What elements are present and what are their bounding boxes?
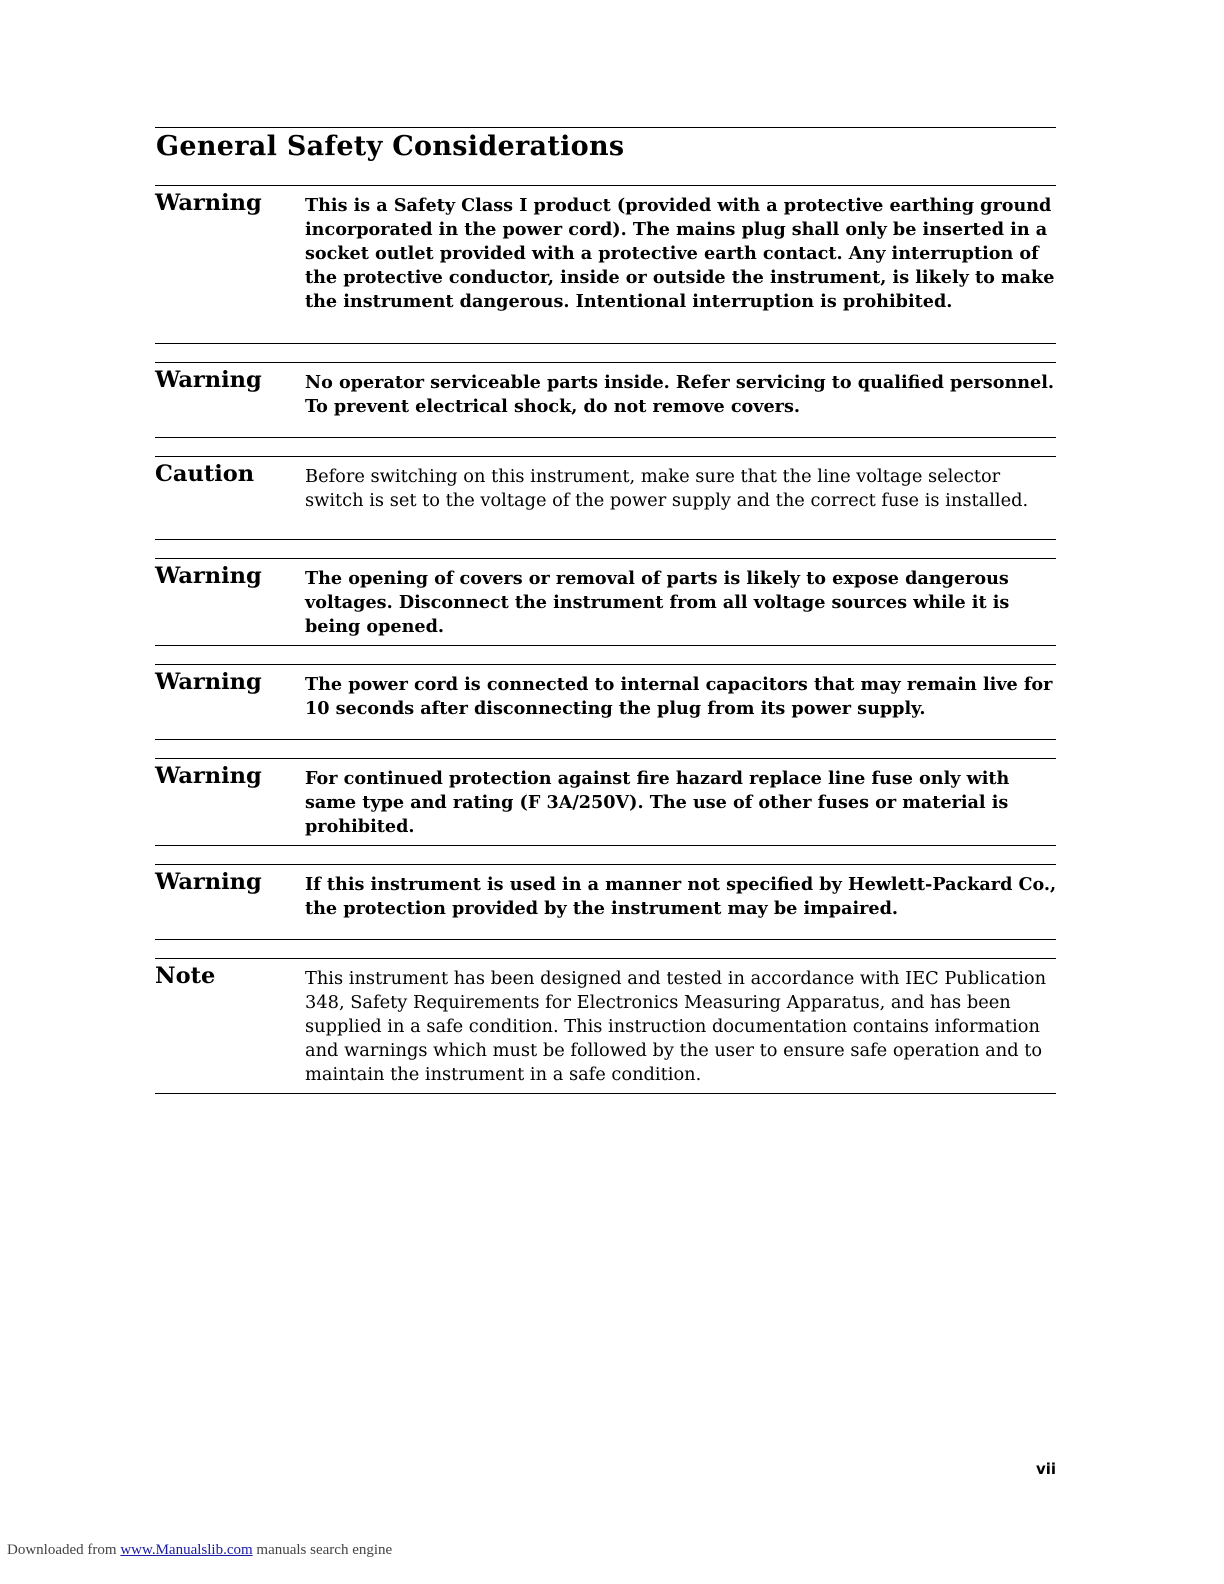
manualslib-link[interactable]: www.Manualslib.com (120, 1542, 253, 1558)
section-bottom-rule (155, 437, 1056, 438)
section-text: The power cord is connected to internal capacitors that may remain live for 10 seconds after disconnecting the plug from its power supply. (305, 674, 1053, 719)
footer-suffix: manuals search engine (256, 1542, 393, 1558)
page-number: vii (1036, 1460, 1057, 1478)
section-bottom-rule (155, 939, 1056, 940)
download-footer (7, 1542, 392, 1559)
section-text: No operator serviceable parts inside. Refer servicing to qualified personnel. To prevent electrical shock, do not remove covers. (305, 372, 1055, 417)
page-title: General Safety Considerations (156, 131, 625, 162)
section-text: This instrument has been designed and tested in accordance with IEC Publication 348, Safety Requirements for Electronics Measuring Apparatus, and has been supplied in a safe condition. This instruction documentation contains information and warnings which must be followed by the user to ensure safe operation and to maintain the instrument in a safe condition. (305, 968, 1047, 1085)
section-label: Note (155, 963, 216, 989)
section-text: Before switching on this instrument, make sure that the line voltage selector switch is set to the voltage of the power supply and the correct fuse is installed. (305, 466, 1029, 511)
section-top-rule (155, 958, 1056, 959)
section-label: Caution (155, 461, 255, 487)
section-bottom-rule (155, 1093, 1056, 1094)
footer-prefix: Downloaded from (7, 1542, 117, 1558)
section-top-rule (155, 185, 1056, 186)
section-top-rule (155, 558, 1056, 559)
section-top-rule (155, 864, 1056, 865)
section-label: Warning (155, 190, 262, 216)
section-top-rule (155, 456, 1056, 457)
section-text: The opening of covers or removal of parts is likely to expose dangerous voltages. Disconnect the instrument from all voltage sources while it is being opened. (305, 568, 1010, 637)
section-top-rule (155, 664, 1056, 665)
section-text: For continued protection against fire hazard replace line fuse only with same type and rating (F 3A/250V). The use of other fuses or material is prohibited. (305, 768, 1010, 837)
section-label: Warning (155, 367, 262, 393)
section-text: This is a Safety Class I product (provided with a protective earthing ground incorporated in the power cord). The mains plug shall only be inserted in a socket outlet provided with a protective earth contact. Any interruption of the protective conductor, inside or outside the instrument, is likely to make the instrument dangerous. Intentional interruption is prohibited. (305, 195, 1055, 312)
section-bottom-rule (155, 739, 1056, 740)
section-top-rule (155, 362, 1056, 363)
section-top-rule (155, 758, 1056, 759)
section-label: Warning (155, 669, 262, 695)
section-label: Warning (155, 563, 262, 589)
title-top-rule (155, 127, 1056, 128)
section-bottom-rule (155, 539, 1056, 540)
section-bottom-rule (155, 845, 1056, 846)
section-bottom-rule (155, 645, 1056, 646)
section-text: If this instrument is used in a manner not specified by Hewlett-Packard Co., the protection provided by the instrument may be impaired. (305, 874, 1057, 919)
section-bottom-rule (155, 343, 1056, 344)
section-label: Warning (155, 763, 262, 789)
section-label: Warning (155, 869, 262, 895)
